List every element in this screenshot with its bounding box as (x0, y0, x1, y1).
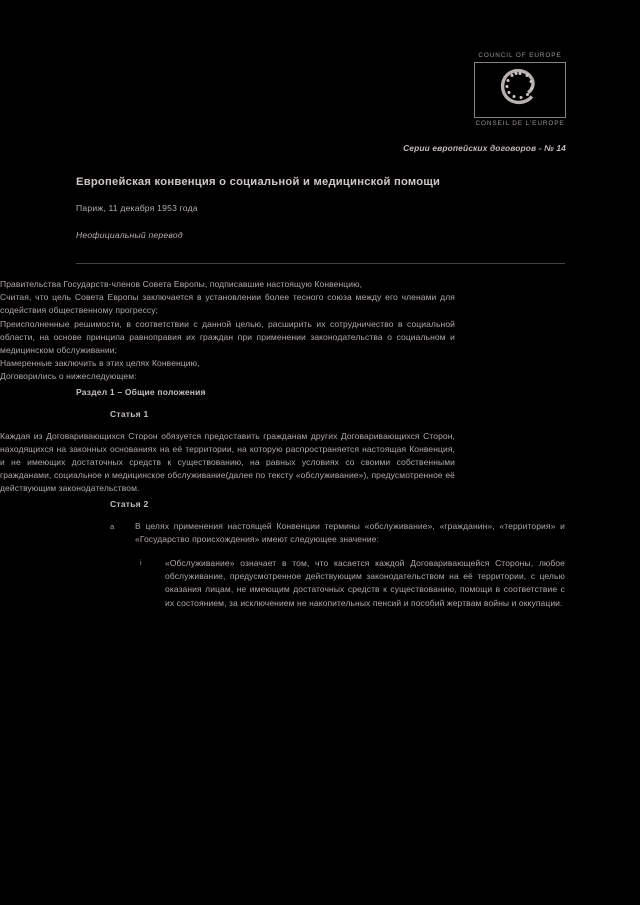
preamble-paragraph-3: Преисполненные решимости, в соответствии с данной целью, расширить их сотрудничество в социальной области, на основе принципа равноправия их граждан при применении законодательства о социальном и медицинском обслуживании; (0, 318, 455, 356)
translation-note: Неофициальный перевод (76, 230, 183, 240)
treaty-series-number: Серии европейских договоров - № 14 (403, 143, 566, 153)
article-2-heading: Статья 2 (110, 498, 149, 509)
article-2-item-i-text: «Обслуживание» означает в том, что касается каждой Договаривающейся Стороны, любое обслуживание, предусмотренное действующим законодательством на её территории, с целью оказания лицам, не имеющим достаточных средств к существованию, помощи в соответствие с их состоянием, за исключением не накопительных пенсий и пособий жертвам войны и оккупации. (165, 558, 565, 608)
council-of-europe-logo (472, 52, 568, 128)
document-title: Европейская конвенция о социальной и медицинской помощи (76, 175, 441, 188)
preamble-paragraph-4: Намеренные заключить в этих целях Конвенцию, (0, 358, 200, 369)
article-1-body: Каждая из Договаривающихся Сторон обязуется предоставить гражданам других Договаривающихся Сторон, находящихся на законных основаниях на её территории, на которую распространяется настоящая Конвенция, и не имеющих достаточных средств к существованию, на равных условиях со своими собственными гражданами, социальное и медицинское обслуживание(далее по тексту «обслуживание»), предусмотренное её действующим законодательством. (0, 430, 455, 494)
article-1-heading: Статья 1 (110, 408, 149, 419)
article-2-item-a (110, 520, 565, 546)
article-2-item-i (140, 557, 565, 610)
preamble-paragraph-2: Считая, что цель Совета Европы заключается в установлении более тесного союза между его членами для содействия общественному прогрессу; (0, 292, 455, 316)
preamble-paragraph-1: Правительства Государств-членов Совета Европы, подписавшие настоящую Конвенцию, (0, 279, 363, 289)
list-marker-i: i (140, 560, 142, 568)
logo-frame (474, 62, 566, 118)
logo-caption-english: COUNCIL OF EUROPE (478, 52, 562, 59)
preamble-paragraph-5: Договорились о нижеследующем: (0, 371, 137, 382)
place-and-date: Париж, 11 декабря 1953 года (76, 203, 198, 213)
list-marker-a: a (110, 521, 115, 531)
document-body (0, 278, 640, 621)
logo-caption-french: CONSEIL DE L'EUROPE (475, 120, 565, 127)
header-divider (76, 263, 565, 264)
article-2-item-a-text: В целях применения настоящей Конвенции термины «обслуживание», «гражданин», «территория» и «Государство происхождения» имеют следующее значение: (135, 520, 565, 544)
section-heading: Раздел 1 – Общие положения (76, 386, 206, 397)
council-of-europe-emblem (492, 66, 548, 115)
